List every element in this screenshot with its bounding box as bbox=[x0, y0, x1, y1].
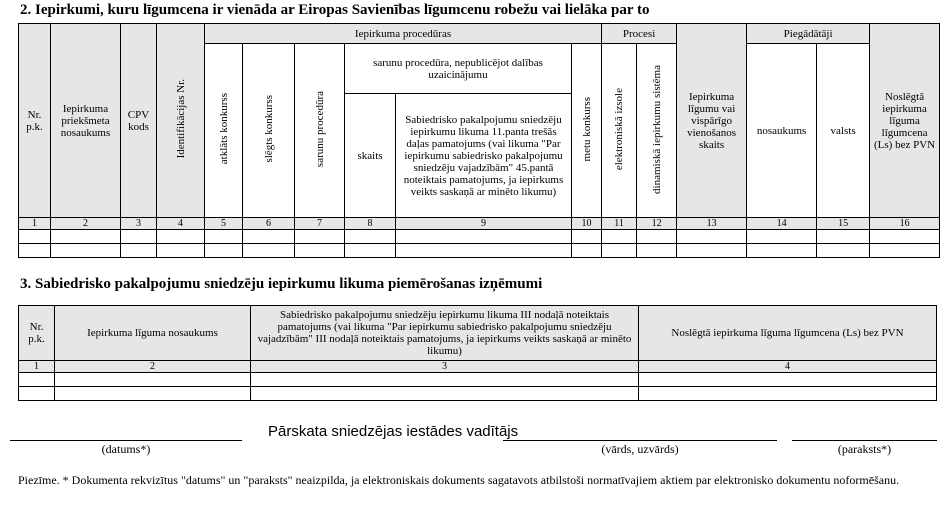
col-number: 3 bbox=[251, 361, 639, 373]
col-number: 3 bbox=[121, 218, 157, 230]
col-number: 2 bbox=[51, 218, 121, 230]
col-supplier-name-header: nosaukums bbox=[747, 44, 817, 218]
col-number: 6 bbox=[243, 218, 295, 230]
col-number: 13 bbox=[677, 218, 747, 230]
ex-col-price-header: Noslēgtā iepirkuma līguma līgumcena (Ls) bez PVN bbox=[639, 306, 937, 361]
col-number: 5 bbox=[205, 218, 243, 230]
col-open-header: atklāts konkurss bbox=[205, 44, 243, 218]
name-line[interactable] bbox=[503, 440, 777, 441]
neg-no-notice-header: sarunu procedūra, nepublicējot dalības uzaicinājumu bbox=[345, 44, 572, 94]
col-cpv-header: CPV kods bbox=[121, 24, 157, 218]
exceptions-table bbox=[18, 305, 937, 401]
ex-col-nr-header: Nr. p.k. bbox=[19, 306, 55, 361]
col-count-header: skaits bbox=[345, 94, 396, 218]
procedures-group-header: Iepirkuma procedūras bbox=[205, 24, 602, 44]
col-number: 7 bbox=[295, 218, 345, 230]
signer-title: Pārskata sniedzējas iestādes vadītājs bbox=[268, 423, 519, 440]
col-number: 1 bbox=[19, 361, 55, 373]
ex-col-justification-header: Sabiedrisko pakalpojumu sniedzēju iepirkumu likuma III nodaļā noteiktais pamatojums (vai likuma "Par iepirkumu sabiedrisko pakalpojumu sniedzēju vajadzībām" III nodaļā noteiktais pamatojums, ja iepirkums veikts saskaņā ar minēto likumu) bbox=[251, 306, 639, 361]
col-number: 4 bbox=[639, 361, 937, 373]
section3-title: 3. Sabiedrisko pakalpojumu sniedzēju iepirkumu likuma piemērošanas izņēmumi bbox=[20, 276, 543, 292]
col-country-header: valsts bbox=[817, 44, 870, 218]
table-row[interactable] bbox=[19, 244, 940, 258]
col-number: 12 bbox=[637, 218, 677, 230]
ex-col-name-header: Iepirkuma līguma nosaukums bbox=[55, 306, 251, 361]
col-eauction-header: elektroniskā izsole bbox=[602, 44, 637, 218]
col-number: 4 bbox=[157, 218, 205, 230]
col-dynamic-header: dinamiskā iepirkumu sistēma bbox=[637, 44, 677, 218]
table-row[interactable] bbox=[19, 373, 937, 387]
col-number: 10 bbox=[572, 218, 602, 230]
date-label: (datums*) bbox=[101, 442, 151, 456]
procurements-table bbox=[18, 23, 940, 258]
col-number: 16 bbox=[870, 218, 940, 230]
col-nr-header: Nr. p.k. bbox=[19, 24, 51, 218]
col-number: 8 bbox=[345, 218, 396, 230]
col-closed-header: slēgts konkurss bbox=[243, 44, 295, 218]
name-label: (vārds, uzvārds) bbox=[601, 442, 679, 456]
col-name-header: Iepirkuma priekšmeta nosaukums bbox=[51, 24, 121, 218]
col-negotiated-header: sarunu procedūra bbox=[295, 44, 345, 218]
section2-title: 2. Iepirkumi, kuru līgumcena ir vienāda ar Eiropas Savienības līgumcenu robežu vai lielāka par to bbox=[20, 2, 650, 18]
col-id-header: Identifikācijas Nr. bbox=[157, 24, 205, 218]
col-number: 14 bbox=[747, 218, 817, 230]
col-number: 2 bbox=[55, 361, 251, 373]
col-justification-header: Sabiedrisko pakalpojumu sniedzēju iepirkumu likuma 11.panta trešās daļas pamatojums (vai likuma "Par iepirkumu sabiedrisko pakalpojumu sniedzēju vajadzībām" 45.pantā noteiktais pamatojums, ja iepirkums veikts saskaņā ar minēto likumu) bbox=[396, 94, 572, 218]
signature-line[interactable] bbox=[792, 440, 937, 441]
col-price-header: Noslēgtā iepirkuma līguma līgumcena (Ls) bez PVN bbox=[870, 24, 940, 218]
col-design-header: metu konkurss bbox=[572, 44, 602, 218]
signature-label: (paraksts*) bbox=[837, 442, 892, 456]
col-number: 1 bbox=[19, 218, 51, 230]
col-number: 9 bbox=[396, 218, 572, 230]
table-row[interactable] bbox=[19, 387, 937, 401]
col-number: 15 bbox=[817, 218, 870, 230]
footnote: Piezīme. * Dokumenta rekvizītus "datums" un "paraksts" neaizpilda, ja elektroniskais dokuments sagatavots atbilstoši normatīvajiem aktiem par elektronisko dokumentu noformēšanu. bbox=[18, 473, 900, 487]
col-framework-header: Iepirkuma līgumu vai vispārīgo vienošanos skaits bbox=[677, 24, 747, 218]
col-number: 11 bbox=[602, 218, 637, 230]
processes-group-header: Procesi bbox=[602, 24, 677, 44]
suppliers-group-header: Piegādātāji bbox=[747, 24, 870, 44]
date-line[interactable] bbox=[10, 440, 242, 441]
table-row[interactable] bbox=[19, 230, 940, 244]
